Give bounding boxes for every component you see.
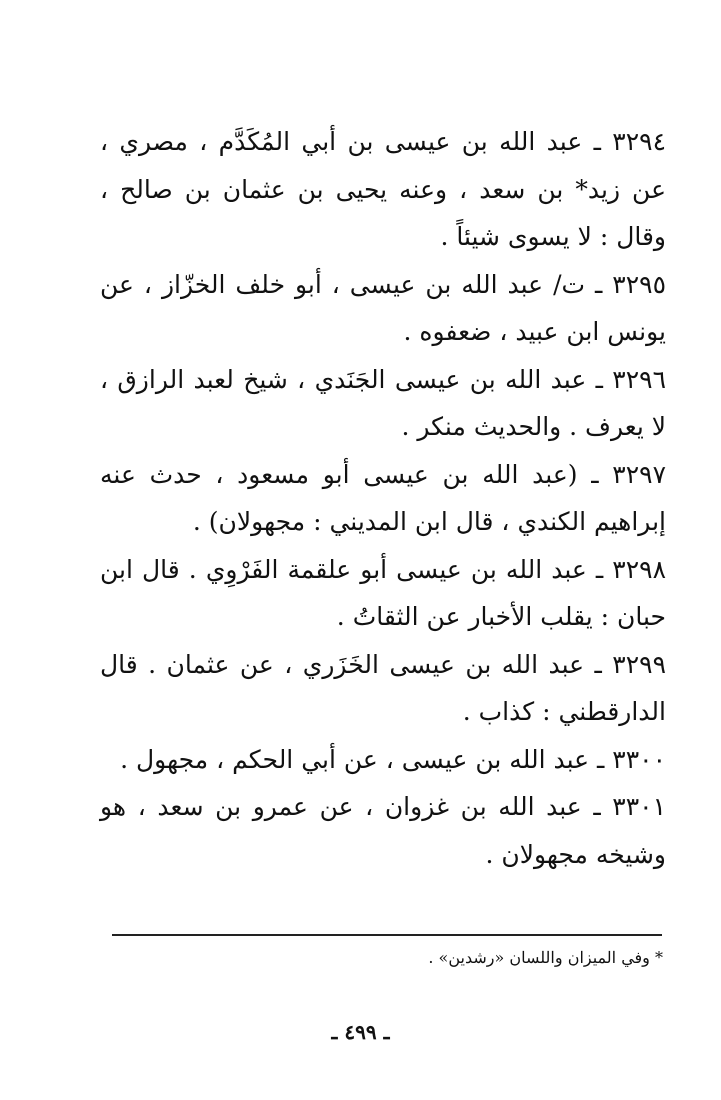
entry-3294: ٣٢٩٤ ـ عبد الله بن عيسى بن أبي المُكَدَّم ، مصري ، عن زيد* بن سعد ، وعنه يحيى بن عثمان بن صالح ، وقال : لا يسوى شيئاً . [100, 127, 666, 251]
entry-3301: ٣٣٠١ ـ عبد الله بن غزوان ، عن عمرو بن سعد ، هو وشيخه مجهولان . [100, 792, 666, 869]
entry-3295: ٣٢٩٥ ـ ت/ عبد الله بن عيسى ، أبو خلف الخزّاز ، عن يونس ابن عبيد ، ضعفوه . [100, 269, 666, 346]
entry-3296: ٣٢٩٦ ـ عبد الله بن عيسى الجَنَدي ، شيخ لعبد الرازق ، لا يعرف . والحديث منكر . [100, 364, 666, 441]
page-number: ـ ٤٩٩ ـ [331, 1020, 390, 1044]
entry-3297: ٣٢٩٧ ـ (عبد الله بن عيسى أبو مسعود ، حدث عنه إبراهيم الكندي ، قال ابن المديني : مجهولان) . [100, 459, 666, 536]
entry-3298: ٣٢٩٨ ـ عبد الله بن عيسى أبو علقمة الفَرْوِي . قال ابن حبان : يقلب الأخبار عن الثقاتُ . [100, 554, 666, 631]
footnote: * وفي الميزان واللسان «رشدين» . [428, 948, 663, 967]
entry-3299: ٣٢٩٩ ـ عبد الله بن عيسى الخَزَري ، عن عثمان . قال الدارقطني : كذاب . [100, 649, 666, 726]
entries-list [100, 118, 666, 878]
entry-3300: ٣٣٠٠ ـ عبد الله بن عيسى ، عن أبي الحكم ، مجهول . [120, 744, 666, 774]
footnote-divider [112, 934, 662, 936]
